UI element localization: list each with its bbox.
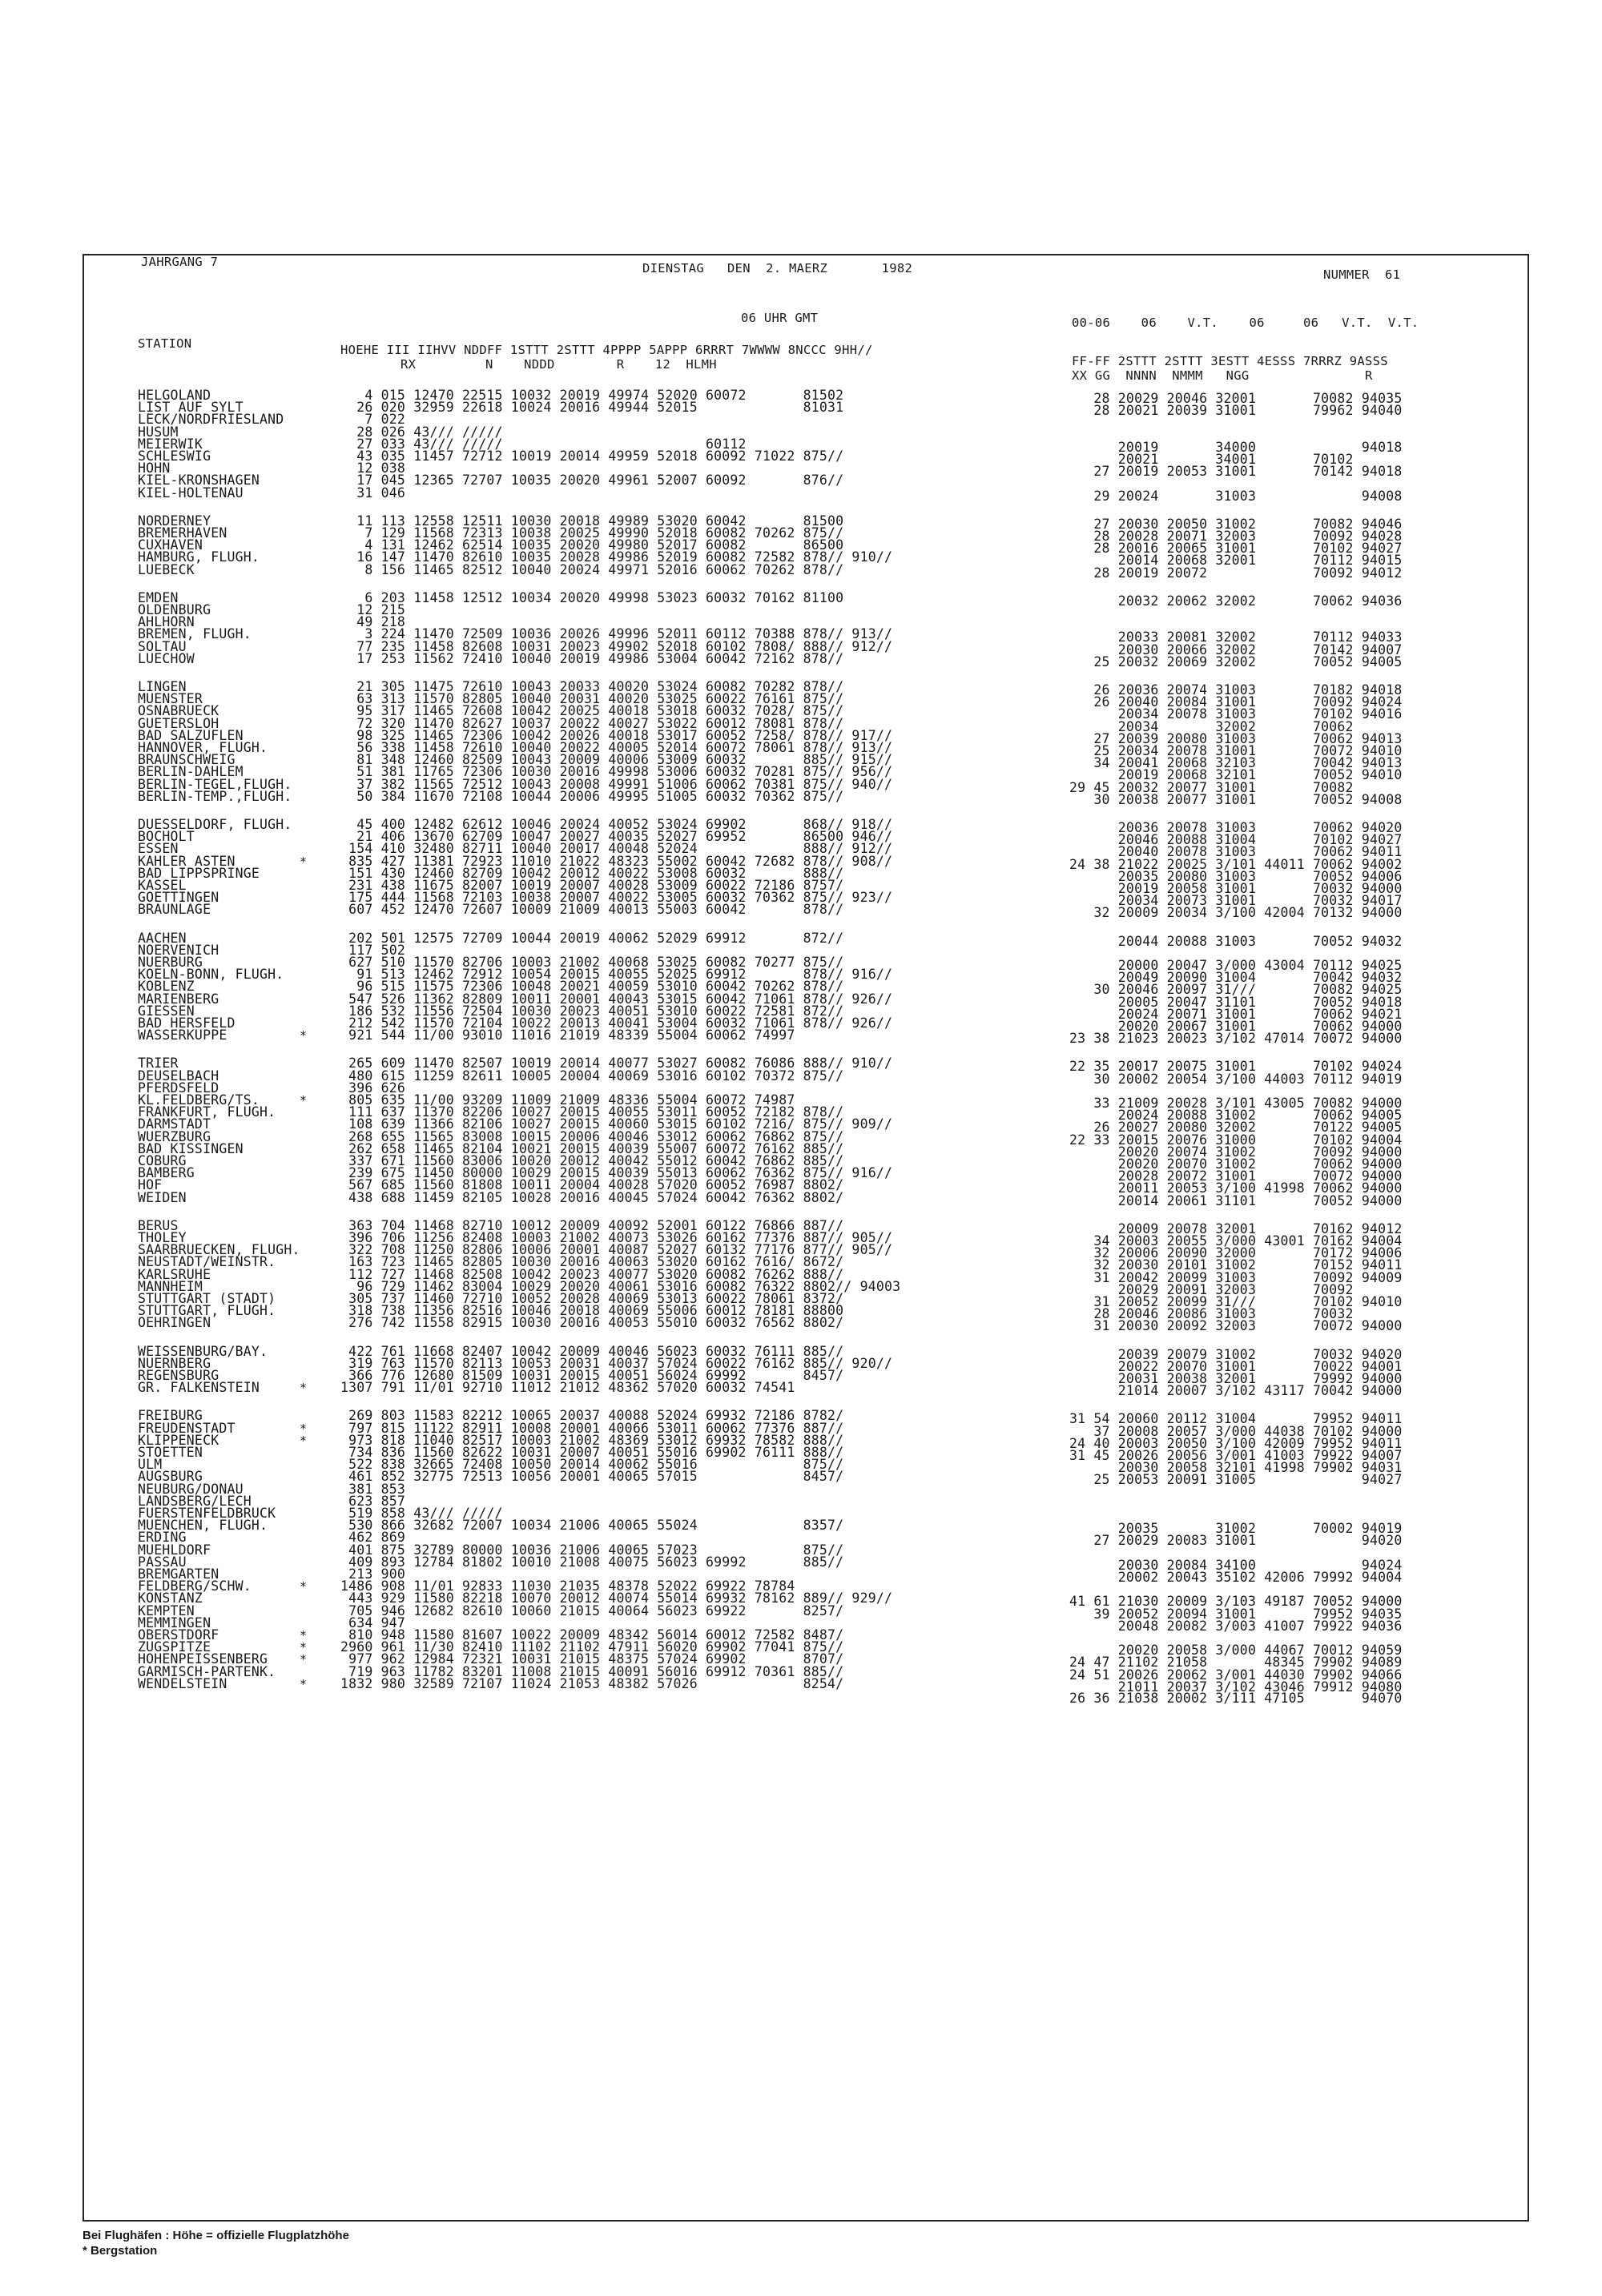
right-column-headers: FF-FF 2STTT 2STTT 3ESTT 4ESSS 7RRRZ 9ASSS <box>1072 354 1388 368</box>
station-observation-values: 51 381 11765 72306 10030 20016 49998 53006 60032 70281 875// 956// <box>340 764 893 780</box>
station-name: ERDING <box>138 1530 187 1546</box>
station-observation-values: 21 406 13670 62709 10047 20027 40035 52027 69952 86500 946// <box>340 829 893 845</box>
station-name: MEIERWIK <box>138 436 203 452</box>
station-observation-values: 213 900 <box>340 1566 406 1582</box>
station-name: OEHRINGEN <box>138 1315 211 1331</box>
station-observation-values: 319 763 11570 82113 10053 20031 40037 57024 60022 76162 885// 920// <box>340 1355 893 1371</box>
station-name: AUGSBURG <box>138 1469 203 1485</box>
station-name: KAHLER ASTEN <box>138 853 235 869</box>
station-name: ZUGSPITZE <box>138 1639 211 1655</box>
station-name: AHLHORN <box>138 614 195 630</box>
station-summary-values: 20002 20043 35102 42006 79992 94004 <box>1069 1570 1403 1585</box>
station-name: LANDSBERG/LECH <box>138 1493 252 1509</box>
station-observation-values: 719 963 11782 83201 11008 21015 40091 56016 69912 70361 885// <box>340 1663 844 1679</box>
station-summary-values: 21014 20007 3/102 43117 70042 94000 <box>1069 1383 1403 1399</box>
station-name: DEUSELBACH <box>138 1068 219 1084</box>
station-name: SAARBRUECKEN, FLUGH. <box>138 1242 300 1258</box>
station-name: FRANKFURT, FLUGH. <box>138 1104 276 1120</box>
station-summary-values: 20009 20078 32001 70162 94012 <box>1069 1220 1403 1236</box>
station-name: ESSEN <box>138 841 179 857</box>
station-summary-values: 20022 20070 31001 70022 94001 <box>1069 1358 1403 1374</box>
station-observation-values: 810 948 11580 81607 10022 20009 48342 56014 60012 72582 8487/ <box>340 1627 844 1643</box>
station-observation-values: 276 742 11558 82915 10030 20016 40053 55010 60032 76562 8802/ <box>340 1315 844 1331</box>
station-observation-values: 268 655 11565 83008 10015 20006 40046 53012 60062 76862 875// <box>340 1128 844 1144</box>
station-name: NEUBURG/DONAU <box>138 1481 244 1497</box>
station-name: BOCHOLT <box>138 829 195 845</box>
station-summary-values: 28 20028 20071 32003 70092 94028 <box>1069 529 1403 544</box>
station-observation-values: 1486 908 11/01 92833 11030 21035 48378 52022 69922 78784 <box>340 1578 795 1594</box>
station-summary-values: 20019 34000 94018 <box>1069 439 1403 455</box>
station-name: GR. FALKENSTEIN <box>138 1380 260 1396</box>
station-observation-values: 7 022 <box>340 412 406 428</box>
station-name: LUEBECK <box>138 561 195 577</box>
station-name: BREMERHAVEN <box>138 525 227 541</box>
station-summary-values: 20039 20079 31002 70032 94020 <box>1069 1346 1403 1362</box>
station-name: CUXHAVEN <box>138 537 203 553</box>
mountain-station-marker: * <box>300 1676 308 1691</box>
station-name: WUERZBURG <box>138 1128 211 1144</box>
station-observation-values: 973 818 11040 82517 10003 21002 48369 53012 69932 78582 888// <box>340 1432 844 1448</box>
station-summary-values: 20011 20053 3/100 41998 70062 94000 <box>1069 1180 1403 1196</box>
station-observation-values: 522 838 32665 72408 10050 20014 40062 55016 875// <box>340 1457 844 1473</box>
station-name: PASSAU <box>138 1554 187 1570</box>
station-observation-values: 95 317 11465 72608 10042 20025 40018 53018 60032 7028/ 875// <box>340 703 844 719</box>
station-summary-values: 31 20042 20099 31003 70092 94009 <box>1069 1269 1403 1285</box>
station-observation-values: 12 215 <box>340 602 406 617</box>
station-name: WASSERKUPPE <box>138 1027 227 1043</box>
station-summary-values: 20014 20061 31101 70052 94000 <box>1069 1192 1403 1208</box>
station-name: OLDENBURG <box>138 602 211 617</box>
station-observation-values: 91 513 12462 72912 10054 20015 40055 52025 69912 878// 916// <box>340 967 893 983</box>
station-summary-values: 20034 32002 70062 <box>1069 718 1354 734</box>
station-summary-values: 20024 20088 31002 70062 94005 <box>1069 1108 1403 1124</box>
station-summary-values: 23 38 21023 20023 3/102 47014 70072 94000 <box>1069 1031 1403 1047</box>
station-column-header: STATION <box>138 336 192 351</box>
station-name: GOETTINGEN <box>138 890 219 906</box>
station-summary-values: 28 20019 20072 70092 94012 <box>1069 565 1403 581</box>
mountain-station-marker: * <box>300 1381 308 1396</box>
station-summary-values: 28 20046 20086 31003 70032 <box>1069 1306 1354 1322</box>
station-name: KEMPTEN <box>138 1602 195 1618</box>
station-summary-values: 21011 20037 3/102 43046 79912 94080 <box>1069 1679 1403 1695</box>
station-name: KONSTANZ <box>138 1590 203 1606</box>
station-name: TRIER <box>138 1056 179 1072</box>
station-summary-values: 20005 20047 31101 70052 94018 <box>1069 994 1403 1010</box>
station-summary-values: 20030 20058 32101 41998 79902 94031 <box>1069 1460 1403 1476</box>
station-name: ULM <box>138 1457 163 1473</box>
mountain-station-marker: * <box>300 1421 308 1436</box>
station-summary-values: 25 20053 20091 31005 94027 <box>1069 1472 1403 1488</box>
station-observation-values: 3 224 11470 72509 10036 20026 49996 52011 60112 70388 878// 913// <box>340 626 893 642</box>
station-summary-values: 22 35 20017 20075 31001 70102 94024 <box>1069 1059 1403 1075</box>
mountain-station-marker: * <box>300 854 308 869</box>
station-observation-values: 305 737 11460 72710 10052 20028 40069 53013 60022 78061 8372/ <box>340 1291 844 1306</box>
station-name: MEMMINGEN <box>138 1614 211 1631</box>
station-summary-values: 28 20029 20046 32001 70082 94035 <box>1069 391 1403 406</box>
station-summary-values: 20020 20058 3/000 44067 70012 94059 <box>1069 1643 1403 1659</box>
station-name: BAD KISSINGEN <box>138 1140 244 1156</box>
station-name: NOERVENICH <box>138 942 219 958</box>
station-name: GARMISCH-PARTENK. <box>138 1663 276 1679</box>
station-observation-values: 461 852 32775 72513 10056 20001 40065 57015 8457/ <box>340 1469 844 1485</box>
station-name: HELGOLAND <box>138 388 211 403</box>
station-observation-values: 37 382 11565 72512 10043 20008 49991 51006 60062 70381 875// 940// <box>340 776 893 792</box>
station-observation-values: 322 708 11250 82806 10006 20001 40087 52027 60132 77176 877// 905// <box>340 1242 893 1258</box>
station-summary-values: 20031 20038 32001 79992 94000 <box>1069 1371 1403 1386</box>
station-observation-values: 108 639 11366 82106 10027 20015 40060 53015 60102 7216/ 875// 909// <box>340 1116 893 1132</box>
station-name: KOBLENZ <box>138 979 195 995</box>
station-summary-values: 29 45 20032 20077 31001 70082 <box>1069 779 1354 795</box>
station-name: LUECHOW <box>138 650 195 666</box>
footnote-airport-height: Bei Flughäfen : Höhe = offizielle Flugplatzhöhe <box>83 2229 349 2242</box>
station-observation-values: 11 113 12558 12511 10030 20018 49989 53020 60042 81500 <box>340 513 844 529</box>
station-observation-values: 21 305 11475 72610 10043 20033 40020 53024 60082 70282 878// <box>340 679 844 694</box>
mountain-station-marker: * <box>300 1652 308 1667</box>
station-name: HOF <box>138 1177 163 1193</box>
station-observation-values: 265 609 11470 82507 10019 20014 40077 53027 60082 76086 888// 910// <box>340 1056 893 1072</box>
station-name: STUTTGART (STADT) <box>138 1291 276 1306</box>
station-observation-values: 480 615 11259 82611 10005 20004 40069 53016 60102 70372 875// <box>340 1068 844 1084</box>
station-name: NUERBURG <box>138 955 203 970</box>
station-observation-values: 16 147 11470 82610 10035 20028 49986 52019 60082 72582 878// 910// <box>340 549 893 565</box>
station-observation-values: 6 203 11458 12512 10034 20020 49998 53023 60032 70162 81100 <box>340 589 844 605</box>
station-observation-values: 231 438 11675 82007 10019 20007 40028 53009 60022 72186 8757/ <box>340 878 844 893</box>
station-name: STOETTEN <box>138 1445 203 1460</box>
station-name: NORDERNEY <box>138 513 211 529</box>
station-name: NUERNBERG <box>138 1355 211 1371</box>
group-heading-left: 06 UHR GMT <box>741 311 819 325</box>
station-observation-values: 337 671 11560 83006 10020 20012 40042 55012 60042 76862 885// <box>340 1153 844 1168</box>
station-summary-values: 30 20046 20097 31/// 70082 94025 <box>1069 982 1403 998</box>
station-observation-values: 262 658 11465 82104 10021 20015 40039 55007 60072 76162 885// <box>340 1140 844 1156</box>
station-observation-values: 163 723 11465 82805 10030 20016 40063 53020 60162 7616/ 8672/ <box>340 1254 844 1270</box>
station-observation-values: 111 637 11370 82206 10027 20015 40055 53011 60052 72182 878// <box>340 1104 844 1120</box>
station-observation-values: 1832 980 32589 72107 11024 21053 48382 57026 8254/ <box>340 1675 844 1691</box>
mountain-station-marker: * <box>300 1628 308 1643</box>
mountain-station-marker: * <box>300 1093 308 1108</box>
station-name: BAD LIPPSPRINGE <box>138 865 260 881</box>
station-observation-values: 396 706 11256 82408 10003 21002 40073 53026 60162 77376 887// 905// <box>340 1230 893 1245</box>
station-summary-values: 37 20008 20057 3/000 44038 70102 94000 <box>1069 1423 1403 1439</box>
station-name: LIST AUF SYLT <box>138 400 244 416</box>
station-summary-values: 25 20034 20078 31001 70072 94010 <box>1069 743 1403 758</box>
station-observation-values: 8 156 11465 82512 10040 20024 49971 52016 60062 70262 878// <box>340 561 844 577</box>
station-name: KLIPPENECK <box>138 1432 219 1448</box>
station-summary-values: 31 54 20060 20112 31004 79952 94011 <box>1069 1411 1403 1427</box>
station-observation-values: 1307 791 11/01 92710 11012 21012 48362 57020 60032 74541 <box>340 1380 795 1396</box>
station-observation-values: 72 320 11470 82627 10037 20022 40027 53022 60012 78081 878// <box>340 715 844 731</box>
station-observation-values: 797 815 11122 82911 10008 20001 40066 53011 60062 77376 887// <box>340 1420 844 1436</box>
station-summary-values: 20034 20073 31001 70032 94017 <box>1069 893 1403 909</box>
footnote-mountain-station: * Bergstation <box>83 2244 158 2258</box>
station-observation-values: 462 869 <box>340 1530 406 1546</box>
station-name: KASSEL <box>138 878 187 893</box>
station-name: PFERDSFELD <box>138 1080 219 1096</box>
jahrgang-label: JAHRGANG 7 <box>141 255 219 269</box>
station-name: SOLTAU <box>138 638 187 654</box>
station-summary-values: 33 21009 20028 3/101 43005 70082 94000 <box>1069 1096 1403 1111</box>
station-observation-values: 27 033 43/// ///// 60112 <box>340 436 747 452</box>
station-observation-values: 634 947 <box>340 1614 406 1631</box>
station-name: GUETERSLOH <box>138 715 219 731</box>
station-summary-values: 29 20024 31003 94008 <box>1069 488 1403 504</box>
station-summary-values: 31 20052 20099 31/// 70102 94010 <box>1069 1294 1403 1309</box>
station-observation-values: 396 626 <box>340 1080 406 1096</box>
station-name: HAMBURG, FLUGH. <box>138 549 260 565</box>
station-summary-values: 20019 20068 32101 70052 94010 <box>1069 767 1403 783</box>
station-summary-values: 30 20002 20054 3/100 44003 70112 94019 <box>1069 1071 1403 1087</box>
station-observation-values: 805 635 11/00 93209 11009 21009 48336 55004 60072 74987 <box>340 1092 795 1108</box>
station-observation-values: 2960 961 11/30 82410 11102 21102 47911 56020 69902 77041 875// <box>340 1639 844 1655</box>
station-name: HANNOVER, FLUGH. <box>138 740 268 755</box>
station-name: MUENCHEN, FLUGH. <box>138 1518 268 1534</box>
station-name: LECK/NORDFRIESLAND <box>138 412 284 428</box>
station-summary-values: 20020 20070 31002 70062 94000 <box>1069 1156 1403 1172</box>
station-name: MUENSTER <box>138 691 203 707</box>
station-summary-values: 20020 20067 31001 70062 94000 <box>1069 1019 1403 1034</box>
station-name: BRAUNLAGE <box>138 902 211 918</box>
date-line: DIENSTAG DEN 2. MAERZ 1982 <box>642 261 913 275</box>
station-observation-values: 202 501 12575 72709 10044 20019 40062 52029 69912 872// <box>340 930 844 946</box>
station-name: MANNHEIM <box>138 1278 203 1294</box>
station-summary-values: 26 20040 20084 31001 70092 94024 <box>1069 694 1403 710</box>
station-observation-values: 401 875 32789 80000 10036 21006 40065 57023 875// <box>340 1542 844 1558</box>
station-summary-values: 20030 20084 34100 94024 <box>1069 1557 1403 1573</box>
station-name: SCHLESWIG <box>138 448 211 464</box>
station-observation-values: 366 776 12680 81509 10031 20015 40051 56024 69992 8457/ <box>340 1368 844 1383</box>
station-summary-values: 32 20006 20090 32000 70172 94006 <box>1069 1245 1403 1261</box>
station-observation-values: 26 020 32959 22618 10024 20016 49944 52015 81031 <box>340 400 844 416</box>
right-column-subheaders: XX GG NNNN NMMM NGG R <box>1072 368 1373 383</box>
station-summary-values: 20036 20078 31003 70062 94020 <box>1069 820 1403 835</box>
station-summary-values: 20034 20078 31003 70102 94016 <box>1069 706 1403 722</box>
issue-number: NUMMER 61 <box>1323 267 1401 282</box>
station-name: HOHENPEISSENBERG <box>138 1651 268 1667</box>
station-summary-values: 20048 20082 3/003 41007 79922 94036 <box>1069 1618 1403 1634</box>
station-summary-values: 39 20052 20094 31001 79952 94035 <box>1069 1606 1403 1622</box>
station-observation-values: 12 038 <box>340 460 406 476</box>
station-observation-values: 117 502 <box>340 942 406 958</box>
station-observation-values: 63 313 11570 82805 10040 20031 40020 53025 60022 76161 875// <box>340 691 844 707</box>
station-summary-values: 20044 20088 31003 70052 94032 <box>1069 933 1403 949</box>
station-name: DARMSTADT <box>138 1116 211 1132</box>
station-observation-values: 567 685 11560 81808 10011 20004 40028 57020 60052 76987 8802/ <box>340 1177 844 1193</box>
station-name: BERUS <box>138 1217 179 1233</box>
station-summary-values: 34 20041 20068 32103 70042 94013 <box>1069 755 1403 771</box>
station-summary-values: 20040 20078 31003 70062 94011 <box>1069 844 1403 860</box>
station-name: MARIENBERG <box>138 991 219 1007</box>
station-name: BREMEN, FLUGH. <box>138 626 252 642</box>
station-summary-values: 30 20038 20077 31001 70052 94008 <box>1069 791 1403 807</box>
mountain-station-marker: * <box>300 1579 308 1594</box>
station-observation-values: 31 046 <box>340 485 406 501</box>
station-observation-values: 381 853 <box>340 1481 406 1497</box>
station-name: STUTTGART, FLUGH. <box>138 1303 276 1319</box>
station-observation-values: 4 131 12462 62514 10035 20020 49980 52017 60082 86500 <box>340 537 844 553</box>
station-name: BERLIN-DAHLEM <box>138 764 244 780</box>
station-name: FELDBERG/SCHW. <box>138 1578 252 1594</box>
station-observation-values: 734 836 11560 82622 10031 20007 40051 55016 69902 76111 888// <box>340 1445 844 1460</box>
station-summary-values: 20033 20081 32002 70112 94033 <box>1069 629 1403 645</box>
station-summary-values: 31 45 20026 20056 3/001 41003 79922 94007 <box>1069 1448 1403 1463</box>
station-observation-values: 921 544 11/00 93010 11016 21019 48339 55004 60062 74997 <box>340 1027 795 1043</box>
trailing-summary-row: 26 36 21038 20002 3/111 47105 94070 <box>1069 1691 1403 1706</box>
station-observation-values: 7 129 11568 72313 10038 20025 49990 52018 60082 70262 875// <box>340 525 844 541</box>
station-summary-values: 24 51 20026 20062 3/001 44030 79902 94066 <box>1069 1667 1403 1683</box>
station-summary-values: 32 20030 20101 31002 70152 94011 <box>1069 1257 1403 1273</box>
left-column-headers: HOEHE III IIHVV NDDFF 1STTT 2STTT 4PPPP 5APPP 6RRRT 7WWWW 8NCCC 9HH// <box>340 343 873 357</box>
station-summary-values: 27 20019 20053 31001 70142 94018 <box>1069 464 1403 480</box>
station-summary-values: 28 20021 20039 31001 79962 94040 <box>1069 403 1403 419</box>
station-name: KL.FELDBERG/TS. <box>138 1092 260 1108</box>
station-observation-values: 443 929 11580 82218 10070 20012 40074 55014 69932 78162 889// 929// <box>340 1590 893 1606</box>
station-summary-values: 34 20003 20055 3/000 43001 70162 94004 <box>1069 1233 1403 1249</box>
station-summary-values: 20046 20088 31004 70102 94027 <box>1069 832 1403 848</box>
station-observation-values: 318 738 11356 82516 10046 20018 40069 55006 60012 78181 88800 <box>340 1303 844 1319</box>
station-observation-values: 45 400 12482 62612 10046 20024 40052 53024 69902 868// 918// <box>340 817 893 832</box>
station-summary-values: 20035 31002 70002 94019 <box>1069 1521 1403 1537</box>
mountain-station-marker: * <box>300 1028 308 1043</box>
station-summary-values: 20021 34001 70102 <box>1069 452 1354 467</box>
station-name: WEIDEN <box>138 1189 187 1205</box>
station-name: BAD HERSFELD <box>138 1015 235 1031</box>
left-column-subheaders: RX N NDDD R 12 HLMH <box>400 357 717 372</box>
group-heading-right: 00-06 06 V.T. 06 06 V.T. V.T. <box>1072 316 1419 330</box>
station-summary-values: 25 20032 20069 32002 70052 94005 <box>1069 653 1403 669</box>
station-observation-values: 98 325 11465 72306 10042 20026 40018 53017 60052 7258/ 878// 917// <box>340 727 893 743</box>
station-observation-values: 627 510 11570 82706 10003 21002 40068 53025 60082 70277 875// <box>340 955 844 970</box>
mountain-station-marker: * <box>300 1640 308 1655</box>
station-observation-values: 28 026 43/// ///// <box>340 424 503 440</box>
station-name: DUESSELDORF, FLUGH. <box>138 817 292 832</box>
station-observation-values: 43 035 11457 72712 10019 20014 49959 52018 60092 71022 875// <box>340 448 844 464</box>
station-summary-values: 27 20030 20050 31002 70082 94046 <box>1069 516 1403 532</box>
station-observation-values: 409 893 12784 81802 10010 21008 40075 56023 69992 885// <box>340 1554 844 1570</box>
station-summary-values: 20030 20066 32002 70142 94007 <box>1069 641 1403 657</box>
station-name: FREUDENSTADT <box>138 1420 235 1436</box>
station-summary-values: 31 20030 20092 32003 70072 94000 <box>1069 1318 1403 1334</box>
station-observation-values: 212 542 11570 72104 10022 20013 40041 53004 60032 71061 878// 926// <box>340 1015 893 1031</box>
station-name: FREIBURG <box>138 1408 203 1424</box>
station-summary-values: 26 20036 20074 31003 70182 94018 <box>1069 682 1403 698</box>
station-name: BRAUNSCHWEIG <box>138 752 235 768</box>
station-name: WENDELSTEIN <box>138 1675 227 1691</box>
station-name: BAMBERG <box>138 1165 195 1181</box>
station-summary-values: 24 40 20003 20050 3/100 42009 79952 94011 <box>1069 1435 1403 1451</box>
station-name: BREMGARTEN <box>138 1566 219 1582</box>
station-summary-values: 20020 20074 31002 70092 94000 <box>1069 1144 1403 1160</box>
station-name: COBURG <box>138 1153 187 1168</box>
station-observation-values: 96 515 11575 72306 10048 20021 40059 53010 60042 70262 878// <box>340 979 844 995</box>
station-observation-values: 186 532 11556 72504 10030 20023 40051 53010 60022 72581 872// <box>340 1003 844 1019</box>
station-observation-values: 4 015 12470 22515 10032 20019 49974 52020 60072 81502 <box>340 388 844 403</box>
station-summary-values: 24 38 21022 20025 3/101 44011 70062 94002 <box>1069 856 1403 872</box>
station-observation-values: 530 866 32682 72007 10034 21006 40065 55024 8357/ <box>340 1518 844 1534</box>
station-summary-values: 27 20039 20080 31003 70062 94013 <box>1069 730 1403 746</box>
station-name: GIESSEN <box>138 1003 195 1019</box>
station-observation-values: 623 857 <box>340 1493 406 1509</box>
station-observation-values: 175 444 11568 72103 10038 20007 40022 53005 60032 70362 875// 923// <box>340 890 893 906</box>
station-summary-values: 20019 20058 31001 70032 94000 <box>1069 881 1403 896</box>
station-observation-values: 835 427 11381 72923 11010 21022 48323 55002 60042 72682 878// 908// <box>340 853 893 869</box>
station-name: EMDEN <box>138 589 179 605</box>
station-name: KOELN-BONN, FLUGH. <box>138 967 284 983</box>
station-observation-values: 438 688 11459 82105 10028 20016 40045 57024 60042 76362 8802/ <box>340 1189 844 1205</box>
station-summary-values: 22 33 20015 20076 31000 70102 94004 <box>1069 1132 1403 1148</box>
station-summary-values: 20024 20071 31001 70062 94021 <box>1069 1006 1403 1022</box>
station-summary-values: 20014 20068 32001 70112 94015 <box>1069 553 1403 569</box>
station-name: BERLIN-TEMP.,FLUGH. <box>138 788 292 804</box>
station-observation-values: 96 729 11462 83004 10029 20020 40061 53016 60082 76322 8802// 94003 <box>340 1278 901 1294</box>
station-summary-values: 20049 20090 31004 70042 94032 <box>1069 970 1403 986</box>
station-summary-values: 20000 20047 3/000 43004 70112 94025 <box>1069 958 1403 973</box>
station-name: NEUSTADT/WEINSTR. <box>138 1254 276 1270</box>
station-name: OBERSTDORF <box>138 1627 219 1643</box>
station-observation-values: 17 253 11562 72410 10040 20019 49986 53004 60042 72162 878// <box>340 650 844 666</box>
station-summary-values: 41 61 21030 20009 3/103 49187 70052 94000 <box>1069 1594 1403 1610</box>
station-observation-values: 56 338 11458 72610 10040 20022 40005 52014 60072 78061 878// 913// <box>340 740 893 755</box>
station-summary-values: 24 47 21102 21058 48345 79902 94089 <box>1069 1655 1403 1671</box>
station-name: KARLSRUHE <box>138 1266 211 1282</box>
station-name: AACHEN <box>138 930 187 946</box>
station-observation-values: 239 675 11450 80000 10029 20015 40039 55013 60062 76362 875// 916// <box>340 1165 893 1181</box>
station-summary-values: 20035 20080 31003 70052 94006 <box>1069 868 1403 884</box>
station-summary-values: 27 20029 20083 31001 94020 <box>1069 1533 1403 1549</box>
station-observation-values: 49 218 <box>340 614 406 630</box>
station-summary-values: 20028 20072 31001 70072 94000 <box>1069 1168 1403 1184</box>
station-observation-values: 112 727 11468 82508 10042 20023 40077 53020 60082 76262 888// <box>340 1266 844 1282</box>
station-name: KIEL-HOLTENAU <box>138 485 244 501</box>
station-name: BERLIN-TEGEL,FLUGH. <box>138 776 292 792</box>
station-observation-values: 151 430 12460 82709 10042 20012 40022 53008 60032 888// <box>340 865 844 881</box>
station-summary-values: 28 20016 20065 31001 70102 94027 <box>1069 541 1403 557</box>
station-name: FUERSTENFELDBRUCK <box>138 1506 276 1521</box>
station-summary-values: 32 20009 20034 3/100 42004 70132 94000 <box>1069 905 1403 921</box>
station-summary-values: 26 20027 20080 32002 70122 94005 <box>1069 1120 1403 1136</box>
station-observation-values: 705 946 12682 82610 10060 21015 40064 56023 69922 8257/ <box>340 1602 844 1618</box>
station-summary-values: 20032 20062 32002 70062 94036 <box>1069 593 1403 609</box>
station-observation-values: 154 410 32480 82711 10040 20017 40048 52024 888// 912// <box>340 841 893 857</box>
station-name: KIEL-KRONSHAGEN <box>138 472 260 489</box>
station-name: HOHN <box>138 460 171 476</box>
station-name: BAD SALZUFLEN <box>138 727 244 743</box>
station-name: HUSUM <box>138 424 179 440</box>
station-observation-values: 77 235 11458 82608 10031 20023 49902 52018 60102 7808/ 888// 912// <box>340 638 893 654</box>
station-observation-values: 547 526 11362 82809 10011 20001 40043 53015 60042 71061 878// 926// <box>340 991 893 1007</box>
station-name: OSNABRUECK <box>138 703 219 719</box>
mountain-station-marker: * <box>300 1433 308 1448</box>
station-name: MUEHLDORF <box>138 1542 211 1558</box>
station-name: WEISSENBURG/BAY. <box>138 1343 268 1359</box>
station-observation-values: 17 045 12365 72707 10035 20020 49961 52007 60092 876// <box>340 472 844 489</box>
station-observation-values: 519 858 43/// ///// <box>340 1506 503 1521</box>
station-summary-values: 20029 20091 32003 70092 <box>1069 1281 1354 1297</box>
station-observation-values: 269 803 11583 82212 10065 20037 40088 52024 69932 72186 8782/ <box>340 1408 844 1424</box>
station-observation-values: 422 761 11668 82407 10042 20009 40046 56023 60032 76111 885// <box>340 1343 844 1359</box>
station-name: REGENSBURG <box>138 1368 219 1383</box>
station-observation-values: 363 704 11468 82710 10012 20009 40092 52001 60122 76866 887// <box>340 1217 844 1233</box>
station-observation-values: 81 348 12460 82509 10043 20009 40006 53009 60032 885// 915// <box>340 752 893 768</box>
station-observation-values: 607 452 12470 72607 10009 21009 40013 55003 60042 878// <box>340 902 844 918</box>
station-observation-values: 977 962 12984 72321 10031 21015 48375 57024 69902 8707/ <box>340 1651 844 1667</box>
station-name: LINGEN <box>138 679 187 694</box>
station-observation-values: 50 384 11670 72108 10044 20006 49995 51005 60032 70362 875// <box>340 788 844 804</box>
station-name: THOLEY <box>138 1230 187 1245</box>
